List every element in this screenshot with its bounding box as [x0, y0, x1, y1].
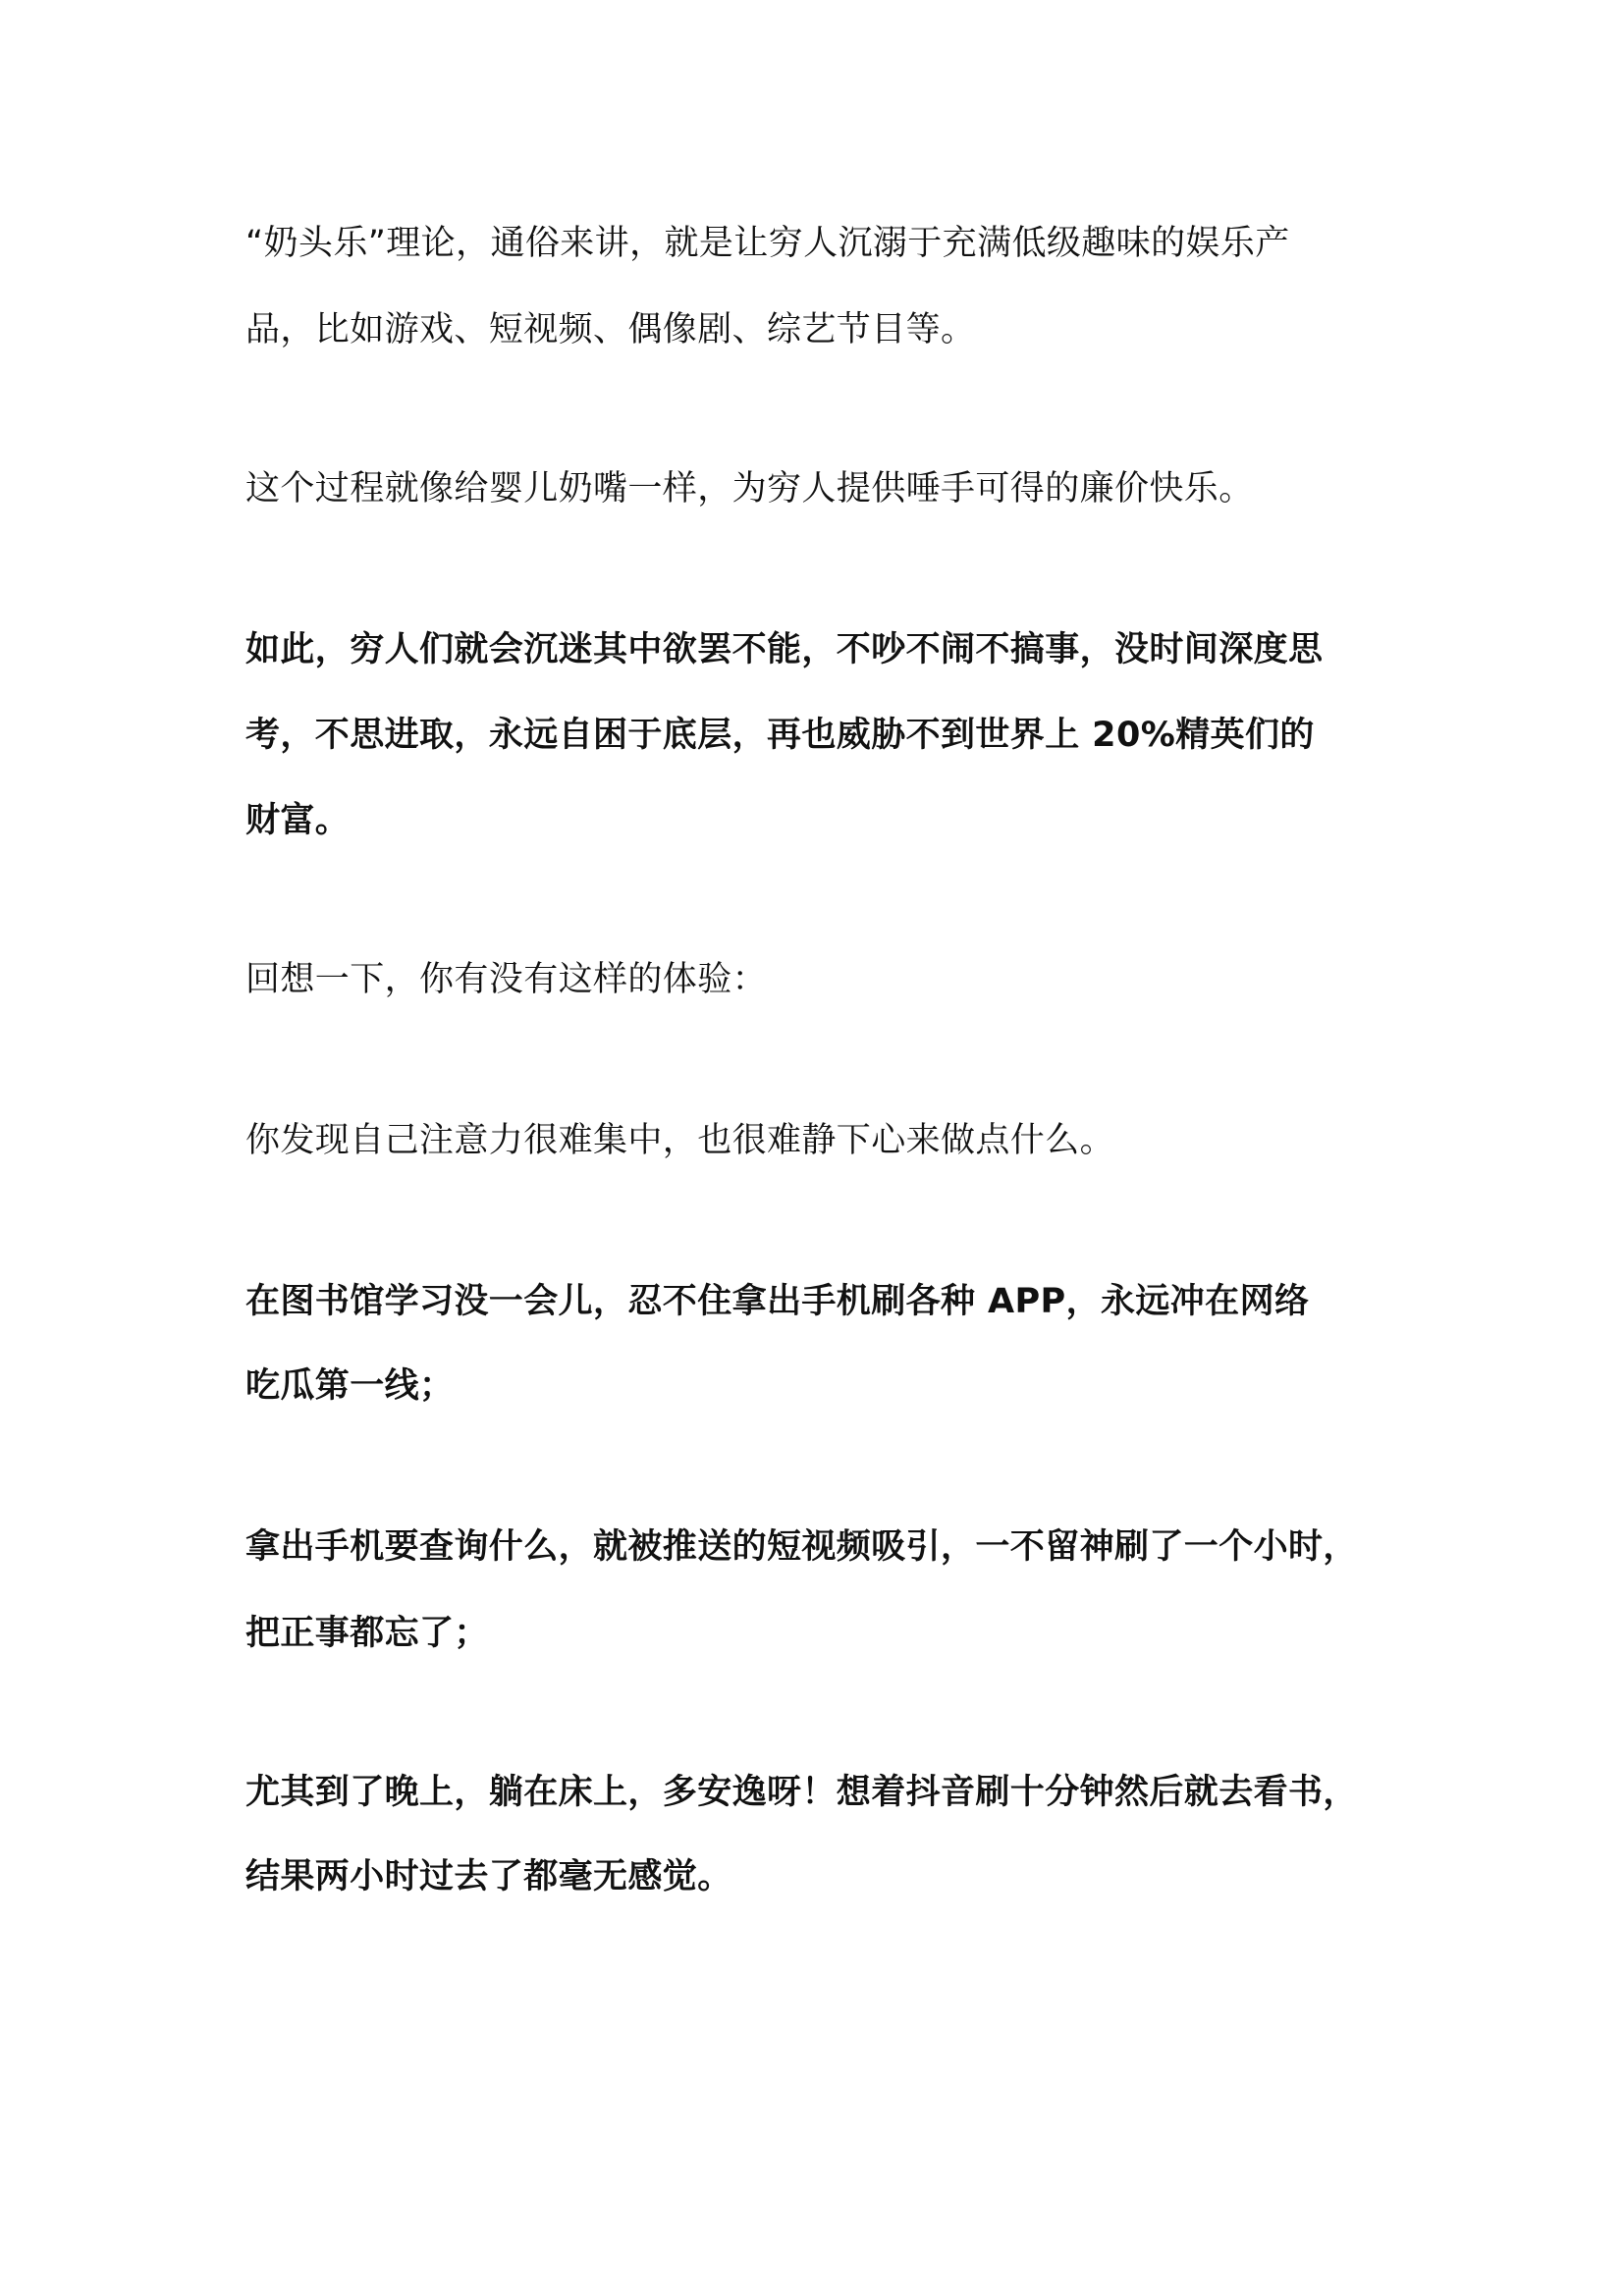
paragraph-7-line-1: 拿出手机要查询什么，就被推送的短视频吸引，一不留神刷了一个小时， — [245, 1527, 1358, 1567]
paragraph-8-line-1: 尤其到了晚上，躺在床上，多安逸呀！想着抖音刷十分钟然后就去看书， — [245, 1773, 1358, 1812]
paragraph-3-line-1: 如此，穷人们就会沉迷其中欲罢不能，不吵不闹不搞事，没时间深度思 — [245, 630, 1324, 669]
paragraph-5-line-1: 你发现自己注意力很难集中，也很难静下心来做点什么。 — [245, 1121, 1115, 1160]
paragraph-4-line-1: 回想一下，你有没有这样的体验： — [245, 960, 768, 999]
paragraph-8-line-2: 结果两小时过去了都毫无感觉。 — [245, 1857, 732, 1896]
paragraph-2-line-1: 这个过程就像给婴儿奶嘴一样，为穷人提供唾手可得的廉价快乐。 — [245, 469, 1254, 508]
paragraph-3-line-3: 财富。 — [245, 801, 351, 840]
paragraph-7-line-2: 把正事都忘了； — [245, 1614, 489, 1653]
paragraph-6-line-2: 吃瓜第一线； — [245, 1366, 455, 1406]
paragraph-3-line-2: 考，不思进取，永远自困于底层，再也威胁不到世界上 20%精英们的 — [245, 716, 1315, 755]
paragraph-6-line-1: 在图书馆学习没一会儿，忍不住拿出手机刷各种 APP，永远冲在网络 — [245, 1282, 1310, 1321]
paragraph-1-line-1: “奶头乐”理论，通俗来讲，就是让穷人沉溺于充满低级趣味的娱乐产 — [245, 224, 1290, 263]
paragraph-1-line-2: 品，比如游戏、短视频、偶像剧、综艺节目等。 — [245, 310, 976, 349]
